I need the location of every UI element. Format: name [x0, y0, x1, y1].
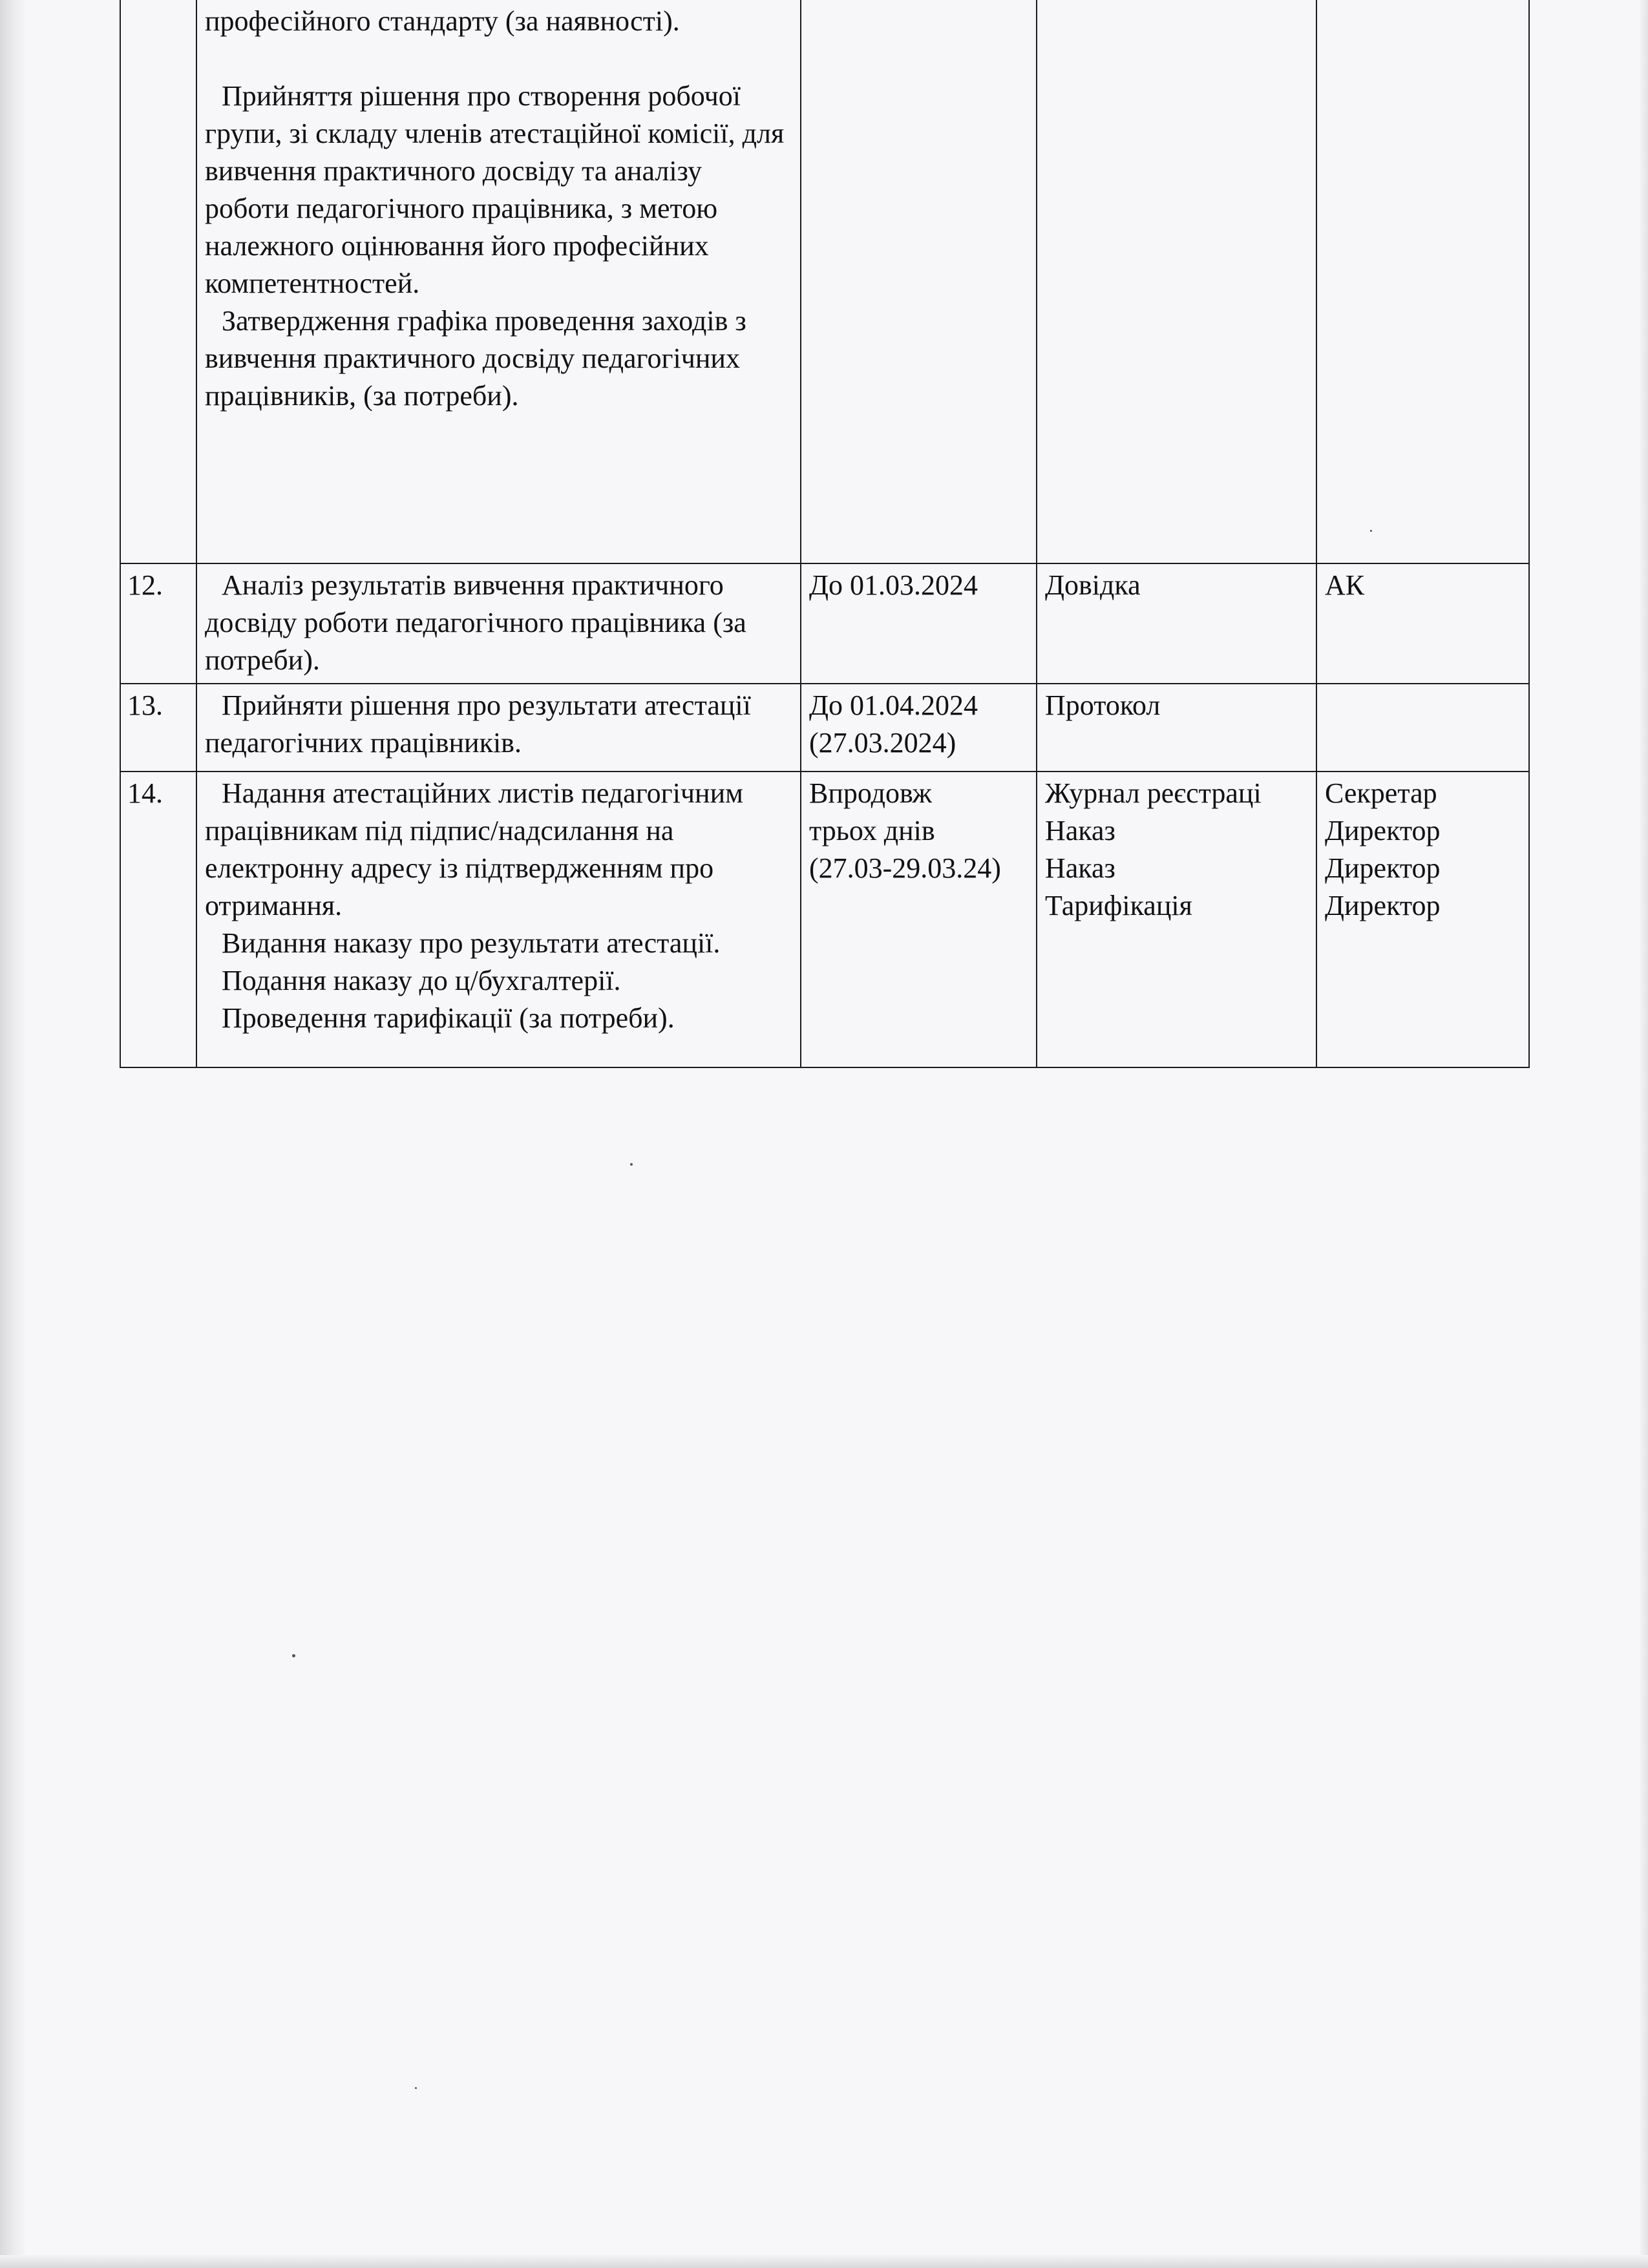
scan-speck: [415, 2087, 417, 2089]
task-paragraph: Аналіз результатів вивчення практичного досвіду роботи педагогічного працівника (за потреби).: [205, 569, 746, 676]
row-number-cell: [120, 684, 196, 772]
deadline-cell: [801, 0, 1037, 563]
document-cell: [1037, 0, 1316, 563]
responsible-cell: [1316, 0, 1529, 563]
responsible-line: АК: [1325, 569, 1365, 601]
responsible-line: Директор: [1325, 852, 1441, 884]
row-number-cell: [120, 563, 196, 684]
plan-table-wrapper: [120, 0, 1528, 1068]
table-row: [120, 684, 1529, 772]
table-row: [120, 772, 1529, 1067]
responsible-line: Директор: [1325, 815, 1441, 846]
responsible-line: Секретар: [1325, 777, 1437, 809]
scan-speck: [292, 1654, 295, 1657]
task-paragraph: Прийняти рішення про результати атестації педагогічних працівників.: [205, 689, 751, 759]
document-line: Журнал реєстраці: [1045, 777, 1262, 809]
task-paragraph: професійного стандарту (за наявності).: [205, 5, 680, 37]
task-paragraph: Подання наказу до ц/бухгалтерії.: [222, 965, 621, 996]
task-paragraph: Прийняття рішення про створення робочої групи, зі складу членів атестаційної комісії, для вивчення практичного досвіду та аналізу роботи педагогічного працівника, з метою належного оцінювання його професійних компетентностей.: [205, 80, 785, 299]
row-number-cell: [120, 0, 196, 563]
deadline-cell: [801, 772, 1037, 1067]
document-line: Протокол: [1045, 689, 1161, 721]
task-cell: [196, 772, 801, 1067]
responsible-cell: [1316, 563, 1529, 684]
responsible-cell: [1316, 772, 1529, 1067]
document-cell: [1037, 772, 1316, 1067]
row-number: 13.: [127, 689, 163, 721]
deadline-line: До 01.04.2024: [809, 689, 978, 721]
task-cell: [196, 0, 801, 563]
deadline-line: Впродовж: [809, 777, 932, 809]
responsible-cell: [1316, 684, 1529, 772]
deadline-line: трьох днів: [809, 815, 935, 846]
task-paragraph: Видання наказу про результати атестації.: [222, 927, 721, 959]
task-paragraph: Надання атестаційних листів педагогічним працівникам під підпис/надсилання на електронну адресу із підтвердженням про отримання.: [205, 777, 743, 921]
deadline-line: (27.03.2024): [809, 727, 956, 759]
task-paragraph: Затвердження графіка проведення заходів з вивчення практичного досвіду педагогічних працівників, (за потреби).: [205, 305, 746, 412]
document-line: Наказ: [1045, 815, 1115, 846]
attestation-plan-table: [120, 0, 1530, 1068]
scan-bottom-edge: [0, 2255, 1648, 2268]
document-line: Довідка: [1045, 569, 1141, 601]
document-line: Наказ: [1045, 852, 1115, 884]
scan-left-edge: [0, 0, 25, 2268]
deadline-cell: [801, 684, 1037, 772]
deadline-line: До 01.03.2024: [809, 569, 978, 601]
document-cell: [1037, 563, 1316, 684]
task-cell: [196, 563, 801, 684]
deadline-line: (27.03-29.03.24): [809, 852, 1001, 884]
document-cell: [1037, 684, 1316, 772]
scan-speck: [1370, 530, 1372, 532]
task-paragraph: Проведення тарифікації (за потреби).: [222, 1002, 675, 1034]
row-number-cell: [120, 772, 196, 1067]
row-number: 12.: [127, 569, 163, 601]
table-row-continuation: [120, 0, 1529, 563]
deadline-cell: [801, 563, 1037, 684]
task-cell: [196, 684, 801, 772]
document-line: Тарифікація: [1045, 890, 1192, 921]
scan-speck: [630, 1163, 633, 1166]
scan-right-edge: [1640, 0, 1648, 2268]
row-number: 14.: [127, 777, 163, 809]
table-row: [120, 563, 1529, 684]
responsible-line: Директор: [1325, 890, 1441, 921]
